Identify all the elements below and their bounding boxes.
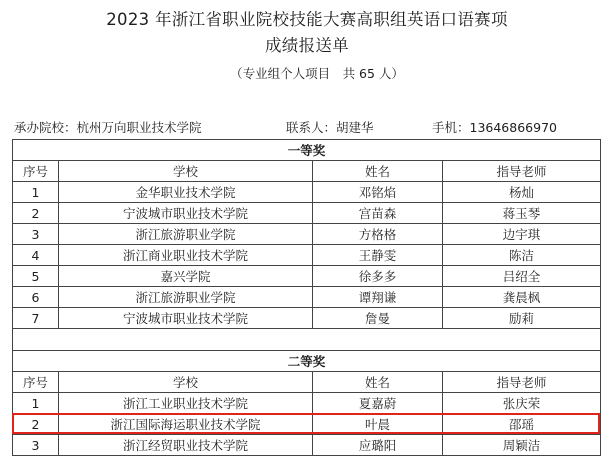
cell-school: 浙江经贸职业技术学院 [59, 435, 313, 456]
col-header: 学校 [59, 161, 313, 182]
col-header: 指导老师 [443, 161, 601, 182]
document-title: 2023 年浙江省职业院校技能大赛高职组英语口语赛项 [106, 10, 508, 29]
table-row [13, 393, 601, 414]
cell-school: 宁波城市职业技术学院 [59, 203, 313, 224]
col-header: 指导老师 [443, 372, 601, 393]
cell-index: 2 [13, 414, 59, 435]
results-table [12, 139, 601, 456]
col-header: 姓名 [313, 372, 443, 393]
cell-name: 应璐阳 [313, 435, 443, 456]
cell-teacher: 邵瑶 [443, 414, 601, 435]
table-row-highlighted [13, 414, 601, 435]
cell-index: 4 [13, 245, 59, 266]
cell-teacher: 周颖洁 [443, 435, 601, 456]
cell-name: 方格格 [313, 224, 443, 245]
cell-teacher: 吕绍全 [443, 266, 601, 287]
table-row [13, 308, 601, 329]
cell-index: 1 [13, 182, 59, 203]
cell-name: 徐多多 [313, 266, 443, 287]
cell-name: 宫苗森 [313, 203, 443, 224]
table-row [13, 245, 601, 266]
table-row [13, 287, 601, 308]
section-title: 二等奖 [13, 351, 601, 372]
col-header: 学校 [59, 372, 313, 393]
table-row [13, 203, 601, 224]
cell-index: 1 [13, 393, 59, 414]
cell-name: 谭翔谦 [313, 287, 443, 308]
cell-name: 王静雯 [313, 245, 443, 266]
host-school: 承办院校：杭州万向职业技术学院 [14, 120, 202, 135]
document-subtitle-title: 成绩报送单 [265, 36, 349, 55]
cell-index: 3 [13, 435, 59, 456]
cell-school: 浙江旅游职业学院 [59, 224, 313, 245]
cell-name: 叶晨 [313, 414, 443, 435]
cell-school: 嘉兴学院 [59, 266, 313, 287]
cell-school: 金华职业技术学院 [59, 182, 313, 203]
cell-teacher: 蒋玉琴 [443, 203, 601, 224]
cell-index: 6 [13, 287, 59, 308]
header-info [14, 118, 604, 138]
phone-number: 手机：13646866970 [432, 120, 557, 135]
cell-teacher: 龚晨枫 [443, 287, 601, 308]
col-header: 姓名 [313, 161, 443, 182]
table-row [13, 224, 601, 245]
cell-teacher: 陈洁 [443, 245, 601, 266]
table-row [13, 435, 601, 456]
cell-school: 浙江商业职业技术学院 [59, 245, 313, 266]
cell-index: 2 [13, 203, 59, 224]
contact-person: 联系人：胡建华 [286, 120, 374, 135]
cell-name: 詹曼 [313, 308, 443, 329]
col-header: 序号 [13, 161, 59, 182]
cell-name: 夏嘉蔚 [313, 393, 443, 414]
cell-index: 5 [13, 266, 59, 287]
cell-teacher: 边宇琪 [443, 224, 601, 245]
col-header: 序号 [13, 372, 59, 393]
cell-school: 浙江旅游职业学院 [59, 287, 313, 308]
cell-name: 邓铭焰 [313, 182, 443, 203]
section-second-prize [13, 351, 601, 372]
cell-teacher: 杨灿 [443, 182, 601, 203]
cell-index: 3 [13, 224, 59, 245]
table-row [13, 182, 601, 203]
cell-teacher: 张庆荣 [443, 393, 601, 414]
table-header [13, 161, 601, 182]
section-title: 一等奖 [13, 140, 601, 161]
table-row [13, 266, 601, 287]
cell-teacher: 励莉 [443, 308, 601, 329]
cell-index: 7 [13, 308, 59, 329]
cell-school: 宁波城市职业技术学院 [59, 308, 313, 329]
section-first-prize [13, 140, 601, 161]
document-note: （专业组个人项目 共 65 人） [230, 66, 404, 81]
cell-school: 浙江工业职业技术学院 [59, 393, 313, 414]
cell-school: 浙江国际海运职业技术学院 [59, 414, 313, 435]
table-header [13, 372, 601, 393]
spacer-row [13, 329, 601, 351]
